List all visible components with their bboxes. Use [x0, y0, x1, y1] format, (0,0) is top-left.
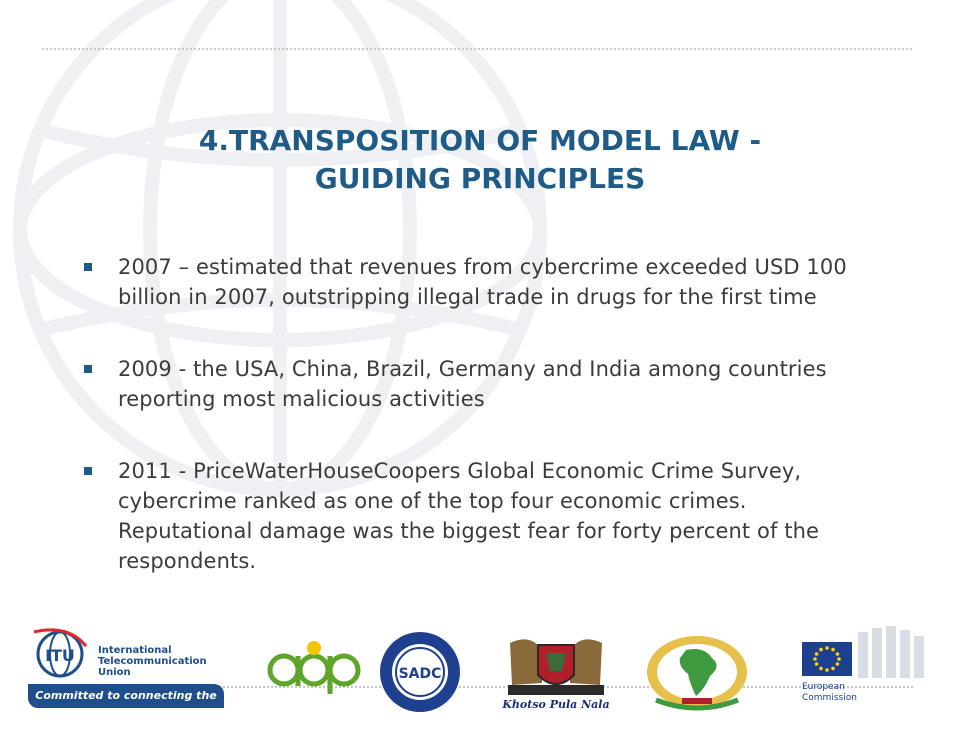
top-divider [42, 48, 912, 50]
eu-flag-building-icon [798, 624, 938, 680]
african-union-logo [638, 632, 756, 714]
itu-logo-text: ITU [45, 646, 75, 665]
sadc-logo-text: SADC [398, 666, 442, 682]
bullet-item [84, 354, 884, 414]
itu-name-line-3: Union [98, 667, 131, 678]
title-line-1: 4.TRANSPOSITION OF MODEL LAW - [198, 124, 762, 157]
bullet-list [84, 252, 884, 576]
lesotho-motto: Khotso Pula Nala [502, 698, 610, 711]
bullet-item [84, 456, 884, 576]
itu-name-line-2: Telecommunication [98, 656, 207, 667]
itu-emblem-icon [28, 624, 92, 684]
lesotho-coat-of-arms [502, 633, 610, 713]
ec-name-line-1: European [802, 682, 845, 692]
itu-name-line-1: International [98, 645, 172, 656]
bullet-text: 2011 - PriceWaterHouseCoopers Global Economic Crime Survey, cybercrime ranked as one of the top four economic crimes. Reputational damage was the biggest fear for forty percent of the respondents. [118, 459, 819, 573]
bullet-item [84, 252, 884, 312]
itu-logo [28, 624, 224, 726]
itu-tagline: Committed to connecting the world [28, 684, 224, 708]
sadc-logo [378, 630, 462, 714]
bullet-text: 2007 – estimated that revenues from cybercrime exceeded USD 100 billion in 2007, outstripping illegal trade in drugs for the first time [118, 255, 847, 309]
lesotho-shield-icon [502, 633, 610, 699]
square-bullet-icon [84, 263, 92, 271]
european-commission-logo [798, 624, 938, 712]
acp-logo [262, 636, 366, 698]
square-bullet-icon [84, 365, 92, 373]
title-line-2: GUIDING PRINCIPLES [314, 162, 646, 195]
ec-name-line-2: Commission [802, 693, 857, 703]
slide-title [100, 122, 860, 198]
bullet-text: 2009 - the USA, China, Brazil, Germany and India among countries reporting most malicious activities [118, 357, 827, 411]
square-bullet-icon [84, 467, 92, 475]
